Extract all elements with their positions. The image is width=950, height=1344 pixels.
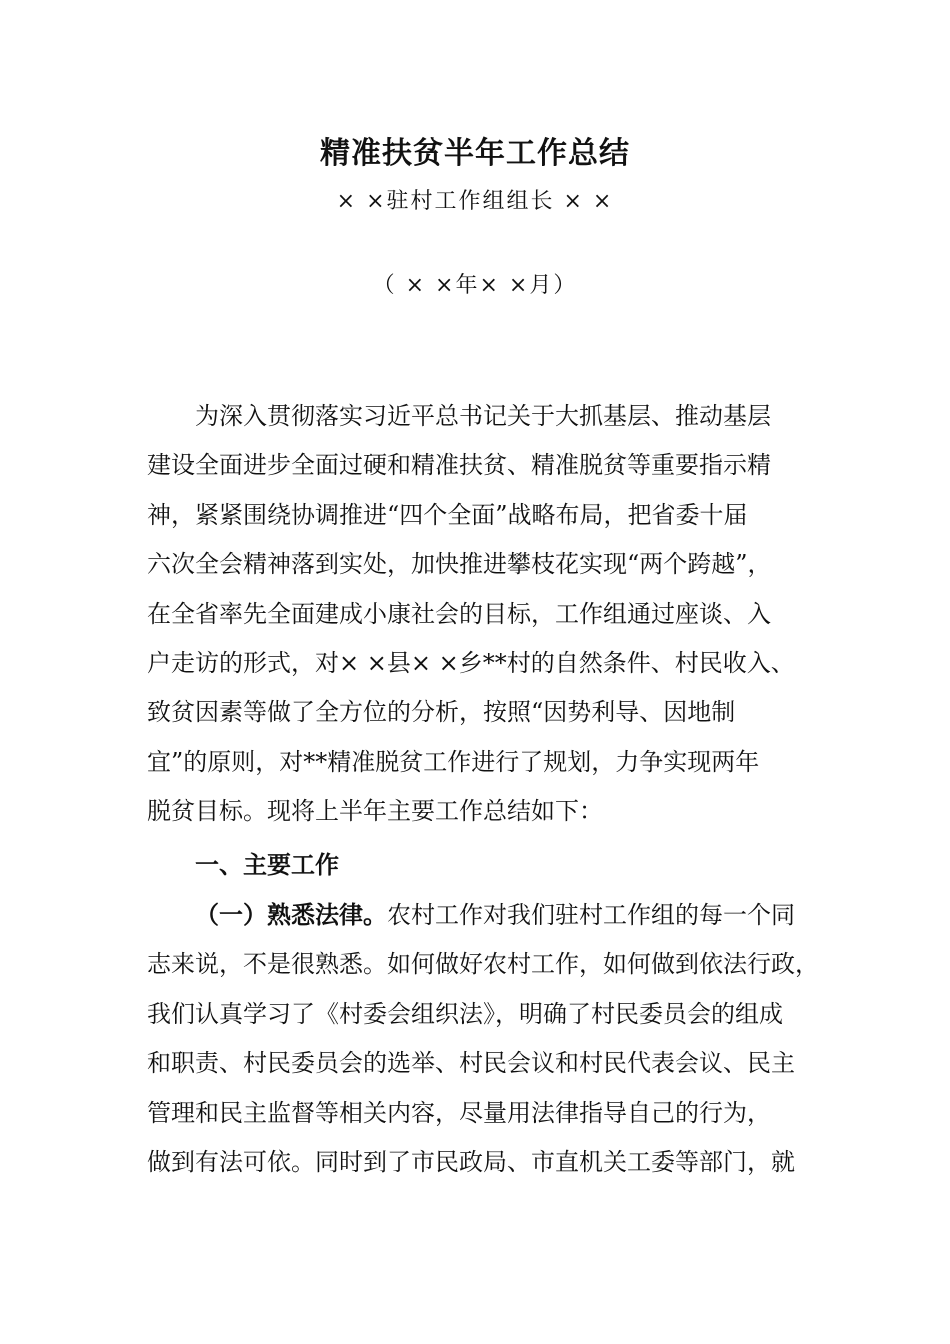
paragraph-line: 致贫因素等做了全方位的分析，按照“因势利导、因地制 — [147, 698, 736, 727]
paragraph-text: 农村工作对我们驻村工作组的每一个同 — [387, 901, 795, 929]
paragraph-line: 我们认真学习了《村委会组织法》，明确了村民委员会的组成 — [147, 999, 783, 1028]
paragraph-line: 宜”的原则，对**精准脱贫工作进行了规划，力争实现两年 — [147, 747, 760, 776]
paragraph-line: 为深入贯彻落实习近平总书记关于大抓基层、推动基层 — [195, 402, 771, 430]
paragraph-line: 六次全会精神落到实处，加快推进攀枝花实现“两个跨越”， — [147, 550, 772, 579]
paragraph-line: 户走访的形式，对× ×县× ×乡**村的自然条件、村民收入、 — [147, 649, 795, 678]
paragraph-line — [147, 890, 827, 940]
document-date: （ × ×年× ×月） — [372, 273, 578, 298]
document-author: × ×驻村工作组组长 × × — [336, 189, 614, 214]
paragraph-line: 管理和民主监督等相关内容，尽量用法律指导自己的行为， — [147, 1098, 771, 1127]
document-title: 精准扶贫半年工作总结 — [320, 136, 630, 171]
paragraph-line: 做到有法可依。同时到了市民政局、市直机关工委等部门，就 — [147, 1148, 795, 1177]
paragraph-line: 和职责、村民委员会的选举、村民会议和村民代表会议、民主 — [147, 1049, 795, 1078]
subsection-lead: （一）熟悉法律。 — [195, 900, 387, 929]
paragraph-line: 建设全面进步全面过硬和精准扶贫、精准脱贫等重要指示精 — [147, 451, 771, 480]
section-heading: 一、主要工作 — [195, 850, 339, 879]
intro-paragraph — [147, 392, 827, 837]
paragraph-line: 在全省率先全面建成小康社会的目标，工作组通过座谈、入 — [147, 599, 771, 628]
section-1-paragraph — [147, 890, 827, 1187]
paragraph-line: 神，紧紧围绕协调推进“四个全面”战略布局，把省委十届 — [147, 500, 748, 529]
paragraph-line: 脱贫目标。现将上半年主要工作总结如下： — [147, 797, 603, 826]
paragraph-line: 志来说，不是很熟悉。如何做好农村工作，如何做到依法行政， — [147, 950, 819, 979]
